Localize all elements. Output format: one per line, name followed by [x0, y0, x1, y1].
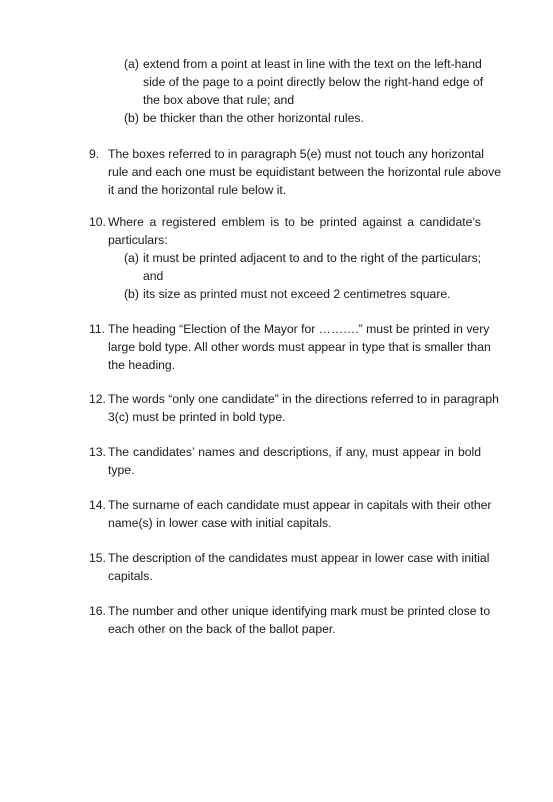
text-line: The words “only one candidate” in the directions referred to in paragraph	[108, 392, 499, 406]
text-line: large bold type. All other words must appear in type that is smaller than	[108, 340, 491, 354]
text-line: the box above that rule; and	[143, 93, 295, 107]
paragraph-13	[108, 443, 481, 479]
text-line: The candidates’ names and descriptions, if any, must appear in bold	[108, 445, 481, 459]
sub-item-text	[143, 55, 484, 109]
text-line: Where a registered emblem is to be printed against a candidate’s	[108, 215, 481, 229]
text-line: The surname of each candidate must appear in capitals with their other	[108, 498, 492, 512]
paragraph-number: 10.	[89, 215, 106, 229]
text-line: The boxes referred to in paragraph 5(e) must not touch any horizontal	[108, 147, 484, 161]
text-line: particulars:	[108, 233, 168, 247]
sub-item-label: (a)	[124, 251, 139, 265]
paragraph-12	[108, 390, 499, 426]
paragraph-11	[108, 320, 491, 374]
text-line: name(s) in lower case with initial capitals.	[108, 516, 332, 530]
paragraph-number: 11.	[89, 322, 106, 336]
paragraph-number: 14.	[89, 498, 106, 512]
sub-item-10b	[124, 285, 481, 303]
text-line: rule and each one must be equidistant between the horizontal rule above	[108, 165, 501, 179]
paragraph-number: 15.	[89, 551, 106, 565]
sub-item-text	[143, 285, 481, 303]
text-line: it must be printed adjacent to and to the right of the particulars;	[143, 251, 482, 265]
paragraph-16	[108, 602, 491, 638]
paragraph-14	[108, 496, 492, 532]
text-line: type.	[108, 463, 135, 477]
paragraph-number: 16.	[89, 604, 106, 618]
text-line: be thicker than the other horizontal rules.	[143, 111, 364, 125]
sub-item-8a	[124, 55, 484, 109]
text-line: The heading “Election of the Mayor for ……….” must be printed in very	[108, 322, 490, 336]
text-line: 3(c) must be printed in bold type.	[108, 410, 286, 424]
text-line: each other on the back of the ballot paper.	[108, 622, 336, 636]
sub-item-10a	[124, 249, 481, 285]
sub-item-8b	[124, 109, 481, 127]
text-line: its size as printed must not exceed 2 centimetres square.	[143, 287, 451, 301]
sub-item-label: (b)	[124, 111, 139, 125]
paragraph-number: 9.	[89, 147, 100, 161]
text-line: extend from a point at least in line with the text on the left-hand	[143, 57, 482, 71]
paragraph-9	[108, 145, 501, 199]
text-line: the heading.	[108, 358, 176, 372]
paragraph-15	[108, 549, 490, 585]
paragraph-10	[108, 213, 481, 249]
text-line: capitals.	[108, 569, 153, 583]
sub-item-label: (b)	[124, 287, 139, 301]
paragraph-number: 13.	[89, 445, 106, 459]
text-line: it and the horizontal rule below it.	[108, 183, 287, 197]
text-line: and	[143, 269, 164, 283]
text-line: The description of the candidates must appear in lower case with initial	[108, 551, 490, 565]
paragraph-number: 12.	[89, 392, 106, 406]
sub-item-text	[143, 109, 481, 127]
sub-item-text	[143, 249, 481, 285]
text-line: The number and other unique identifying mark must be printed close to	[108, 604, 491, 618]
text-line: side of the page to a point directly below the right-hand edge of	[143, 75, 484, 89]
sub-item-label: (a)	[124, 57, 139, 71]
